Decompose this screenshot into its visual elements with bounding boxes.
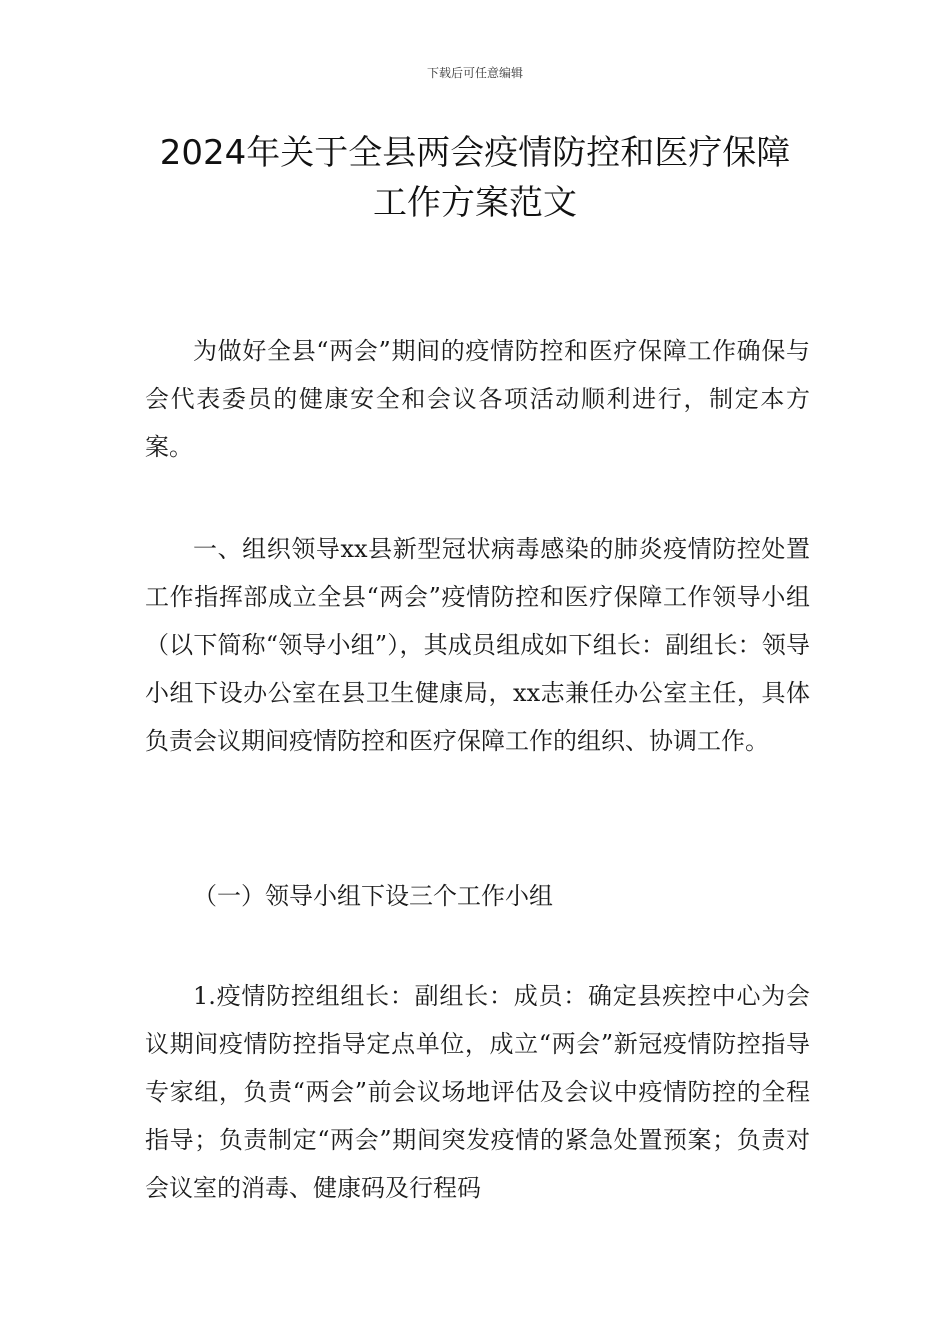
paragraph-organization — [145, 525, 810, 765]
document-title — [60, 128, 890, 228]
paragraph-text: 一、组织领导xx县新型冠状病毒感染的肺炎疫情防控处置工作指挥部成立全县“两会”疫情防控和医疗保障工作领导小组（以下简称“领导小组”），其成员组成如下组长：副组长：领导小组下设办公室在县卫生健康局，xx志兼任办公室主任，具体负责会议期间疫情防控和医疗保障工作的组织、协调工作。 — [145, 535, 810, 755]
paragraph-text: （一）领导小组下设三个工作小组 — [193, 882, 553, 910]
header-note: 下载后可任意编辑 — [426, 66, 523, 80]
paragraph-text: 1.疫情防控组组长：副组长：成员：确定县疾控中心为会议期间疫情防控指导定点单位，成立“两会”新冠疫情防控指导专家组，负责“两会”前会议场地评估及会议中疫情防控的全程指导；负责制定“两会”期间突发疫情的紧急处置预案；负责对会议室的消毒、健康码及行程码 — [145, 982, 810, 1202]
paragraph-text: 为做好全县“两会”期间的疫情防控和医疗保障工作确保与会代表委员的健康安全和会议各项活动顺利进行，制定本方案。 — [145, 337, 810, 461]
paragraph-intro — [145, 327, 810, 471]
title-line-1: 2024年关于全县两会疫情防控和医疗保障 — [159, 133, 791, 173]
title-line-2: 工作方案范文 — [373, 183, 577, 223]
paragraph-epidemic-group — [145, 972, 810, 1212]
section-heading — [145, 872, 810, 920]
